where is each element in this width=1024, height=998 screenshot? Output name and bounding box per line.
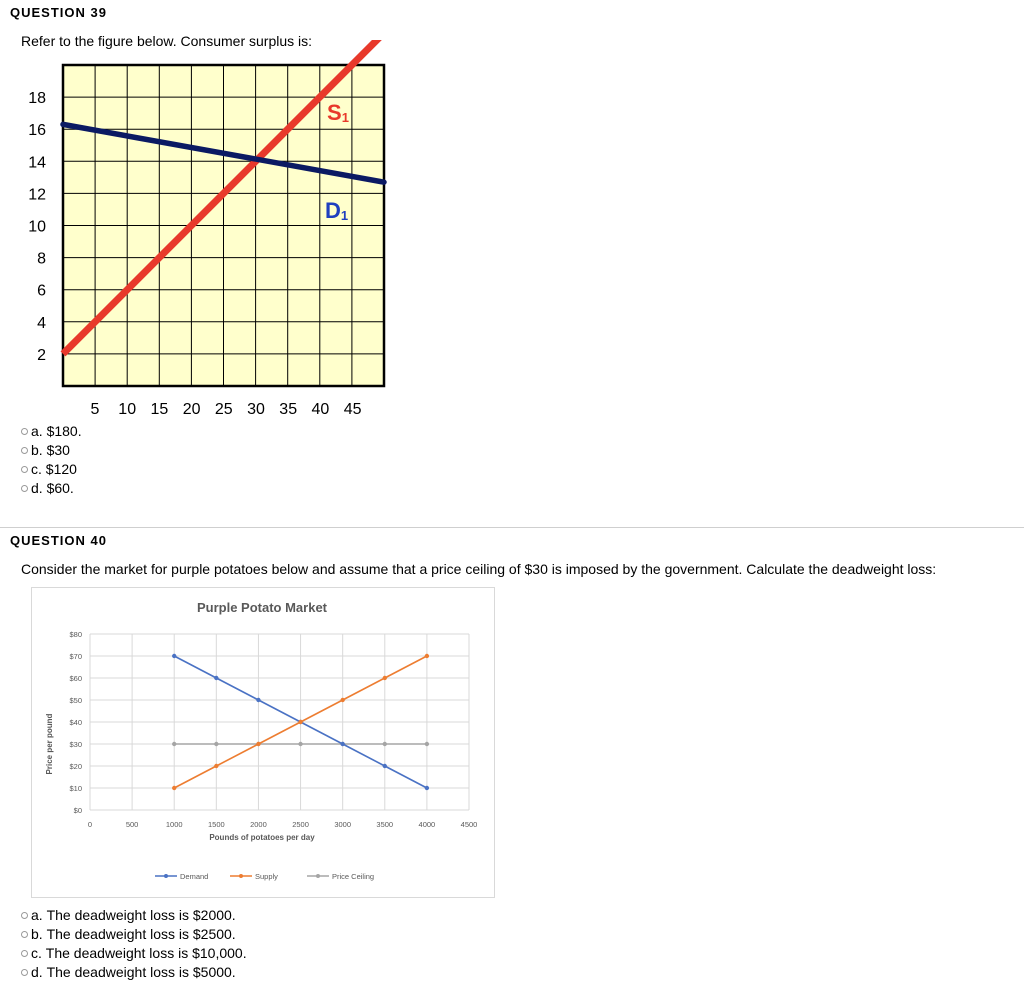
- chart1-y-tick-label: 10: [28, 218, 46, 236]
- price-ceiling-series-legend-label: Price Ceiling: [332, 872, 375, 881]
- supply-series-point: [340, 698, 344, 702]
- question-40-options: [21, 906, 247, 982]
- option-text: The deadweight loss is $10,000.: [45, 945, 247, 961]
- option-b[interactable]: [21, 441, 82, 460]
- chart1-x-tick-label: 45: [343, 401, 362, 418]
- chart2-x-tick-label: 0: [87, 820, 93, 829]
- chart2-x-tick-label: 3500: [376, 820, 394, 829]
- option-letter: c.: [31, 945, 42, 961]
- chart1-y-tick-label: 18: [28, 90, 46, 108]
- chart2-y-tick-label: $60: [69, 674, 82, 683]
- option-letter: d.: [31, 480, 43, 496]
- chart1-y-tick-label: 14: [28, 154, 46, 172]
- question-39-prompt: Refer to the figure below. Consumer surplus is:: [21, 33, 313, 49]
- question-39-title: QUESTION 39: [10, 5, 107, 20]
- radio-a[interactable]: [21, 912, 28, 919]
- price-ceiling-series-legend-marker: [316, 874, 320, 878]
- demand-label-d1: D1: [325, 198, 349, 223]
- demand-series-legend-marker: [164, 874, 168, 878]
- chart1-x-tick-label: 20: [182, 401, 201, 418]
- question-40-prompt: Consider the market for purple potatoes below and assume that a price ceiling of $30 is imposed by the government. Calculate the deadweight loss:: [21, 561, 937, 577]
- section-divider: [0, 527, 1024, 528]
- chart2-y-tick-label: $70: [69, 652, 82, 661]
- price-ceiling-series-point: [383, 742, 387, 746]
- chart2-grid: [90, 634, 469, 810]
- chart2-ylabel: Price per pound: [45, 713, 54, 775]
- demand-series-point: [340, 742, 344, 746]
- supply-series-legend-label: Supply: [255, 872, 278, 881]
- supply-series-point: [214, 764, 218, 768]
- option-c[interactable]: [21, 944, 247, 963]
- chart2-y-tick-label: $80: [69, 630, 82, 639]
- option-letter: a.: [31, 907, 43, 923]
- chart1-y-tick-label: 12: [28, 186, 46, 204]
- supply-series-point: [298, 720, 302, 724]
- chart1-x-tick-label: 15: [150, 401, 169, 418]
- chart2-y-tick-label: $50: [69, 696, 82, 705]
- option-a[interactable]: [21, 422, 82, 441]
- option-letter: c.: [31, 461, 42, 477]
- option-text: $180.: [46, 423, 82, 439]
- chart2-y-tick-label: $40: [69, 718, 82, 727]
- chart1-x-tick-label: 5: [90, 401, 100, 418]
- chart1-x-tick-label: 10: [118, 401, 137, 418]
- option-text: The deadweight loss is $2000.: [46, 907, 236, 923]
- option-text: The deadweight loss is $2500.: [46, 926, 236, 942]
- supply-series-point: [256, 742, 260, 746]
- chart2-x-tick-label: 2500: [292, 820, 309, 829]
- price-ceiling-series-point: [214, 742, 218, 746]
- question-39-options: [21, 422, 82, 498]
- option-letter: b.: [31, 442, 43, 458]
- chart1-x-tick-label: 35: [279, 401, 298, 418]
- chart2-x-tick-label: 500: [125, 820, 139, 829]
- option-text: $60.: [46, 480, 74, 496]
- radio-d[interactable]: [21, 969, 28, 976]
- chart2-x-tick-label: 4500: [460, 820, 478, 829]
- option-text: $30: [46, 442, 70, 458]
- chart2-y-tick-label: $30: [69, 740, 82, 749]
- chart1-y-tick-label: 8: [37, 250, 46, 268]
- demand-series-legend-label: Demand: [180, 872, 209, 881]
- chart2-x-tick-label: 1000: [165, 820, 183, 829]
- option-letter: a.: [31, 423, 43, 439]
- option-letter: b.: [31, 926, 43, 942]
- radio-b[interactable]: [21, 447, 28, 454]
- chart1-x-tick-label: 25: [214, 401, 233, 418]
- chart1-x-tick-label: 30: [247, 401, 265, 418]
- chart2-y-tick-label: $20: [69, 762, 82, 771]
- supply-series-point: [383, 676, 387, 680]
- radio-a[interactable]: [21, 428, 28, 435]
- chart2-x-tick-label: 1500: [207, 820, 225, 829]
- chart1-y-tick-label: 2: [37, 346, 46, 364]
- option-b[interactable]: [21, 925, 247, 944]
- option-text: The deadweight loss is $5000.: [46, 964, 236, 980]
- option-text: $120: [45, 461, 77, 477]
- radio-d[interactable]: [21, 485, 28, 492]
- question-40-title: QUESTION 40: [10, 533, 107, 548]
- chart1-y-tick-label: 4: [37, 314, 46, 332]
- radio-c[interactable]: [21, 950, 28, 957]
- supply-series-point: [425, 654, 429, 658]
- supply-series-point: [172, 786, 176, 790]
- purple-potato-chart: [0, 580, 500, 900]
- chart2-legend: [155, 872, 374, 881]
- supply-label-s1: S1: [327, 100, 349, 125]
- option-d[interactable]: [21, 963, 247, 982]
- demand-series-point: [172, 654, 176, 658]
- chart2-y-tick-label: $0: [73, 806, 82, 815]
- supply-series-legend-marker: [239, 874, 243, 878]
- chart2-xlabel: Pounds of potatoes per day: [209, 833, 315, 842]
- demand-series-point: [256, 698, 260, 702]
- chart1-x-tick-label: 40: [311, 401, 330, 418]
- price-ceiling-series-point: [172, 742, 176, 746]
- option-d[interactable]: [21, 479, 82, 498]
- chart2-x-tick-label: 4000: [418, 820, 436, 829]
- price-ceiling-series-point: [425, 742, 429, 746]
- demand-series-point: [383, 764, 387, 768]
- option-c[interactable]: [21, 460, 82, 479]
- chart2-x-tick-label: 3000: [334, 820, 352, 829]
- radio-b[interactable]: [21, 931, 28, 938]
- supply-demand-chart: [0, 40, 400, 425]
- option-a[interactable]: [21, 906, 247, 925]
- radio-c[interactable]: [21, 466, 28, 473]
- chart2-x-tick-label: 2000: [250, 820, 267, 829]
- chart2-title: Purple Potato Market: [196, 600, 328, 615]
- demand-series-point: [214, 676, 218, 680]
- option-letter: d.: [31, 964, 43, 980]
- price-ceiling-series-point: [298, 742, 302, 746]
- demand-series-point: [425, 786, 429, 790]
- chart1-y-tick-label: 16: [28, 122, 46, 140]
- chart2-y-tick-label: $10: [69, 784, 82, 793]
- chart1-y-tick-label: 6: [37, 282, 46, 300]
